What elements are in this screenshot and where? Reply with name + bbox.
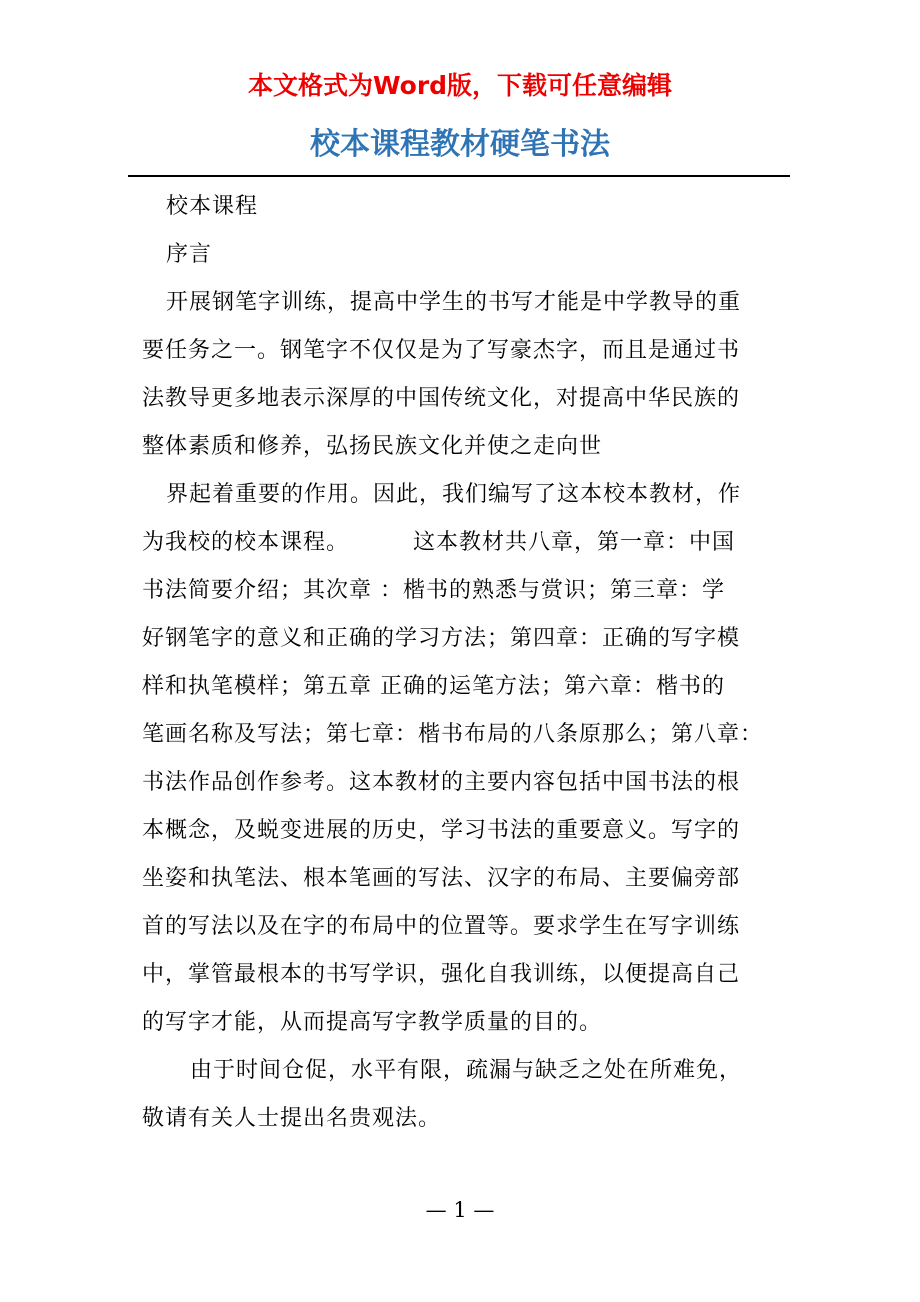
paragraph-line: 界起着重要的作用。因此，我们编写了这本校本教材，作 — [166, 482, 742, 507]
paragraph-line: 样和执笔模样；第五章 正确的运笔方法；第六章：楷书的 — [142, 674, 725, 699]
paragraph-line: 的写字才能，从而提高写字教学质量的目的。 — [142, 1010, 603, 1035]
paragraph-line: 好钢笔字的意义和正确的学习方法；第四章：正确的写字模 — [142, 626, 741, 651]
document-body — [142, 183, 782, 1143]
section-heading-preface: 序言 — [166, 242, 213, 267]
paragraph-line: 法教导更多地表示深厚的中国传统文化，对提高中华民族的 — [142, 386, 741, 411]
format-notice: 本文格式为Word版，下载可任意编辑 — [247, 71, 673, 100]
paragraph-line: 为我校的校本课程。 这本教材共八章，第一章：中国 — [142, 530, 735, 555]
paragraph-line: 书法作品创作参考。这本教材的主要内容包括中国书法的根 — [142, 770, 741, 795]
paragraph-line: 整体素质和修养，弘扬民族文化并使之走向世 — [142, 434, 603, 459]
paragraph-line: 由于时间仓促，水平有限，疏漏与缺乏之处在所难免， — [190, 1058, 743, 1083]
paragraph-line: 中，掌管最根本的书写学识，强化自我训练，以便提高自己 — [142, 962, 741, 987]
paragraph-line: 本概念，及蜕变进展的历史，学习书法的重要意义。写字的 — [142, 818, 741, 843]
paragraph-line: 坐姿和执笔法、根本笔画的写法、汉字的布局、主要偏旁部 — [142, 866, 741, 891]
section-label: 校本课程 — [166, 194, 259, 219]
paragraph-line: 首的写法以及在字的布局中的位置等。要求学生在写字训练 — [142, 914, 741, 939]
paragraph-line: 敬请有关人士提出名贵观法。 — [142, 1106, 442, 1131]
title-divider — [128, 175, 790, 177]
page-number: — 1 — — [425, 1198, 495, 1222]
paragraph-line: 书法简要介绍；其次章 ：楷书的熟悉与赏识；第三章：学 — [142, 578, 725, 603]
paragraph-line: 笔画名称及写法；第七章：楷书布局的八条原那么；第八章： — [142, 722, 764, 747]
paragraph-line: 开展钢笔字训练，提高中学生的书写才能是中学教导的重 — [166, 290, 742, 315]
paragraph-line: 要任务之一。钢笔字不仅仅是为了写豪杰字，而且是通过书 — [142, 338, 741, 363]
document-title: 校本课程教材硬笔书法 — [310, 127, 610, 162]
